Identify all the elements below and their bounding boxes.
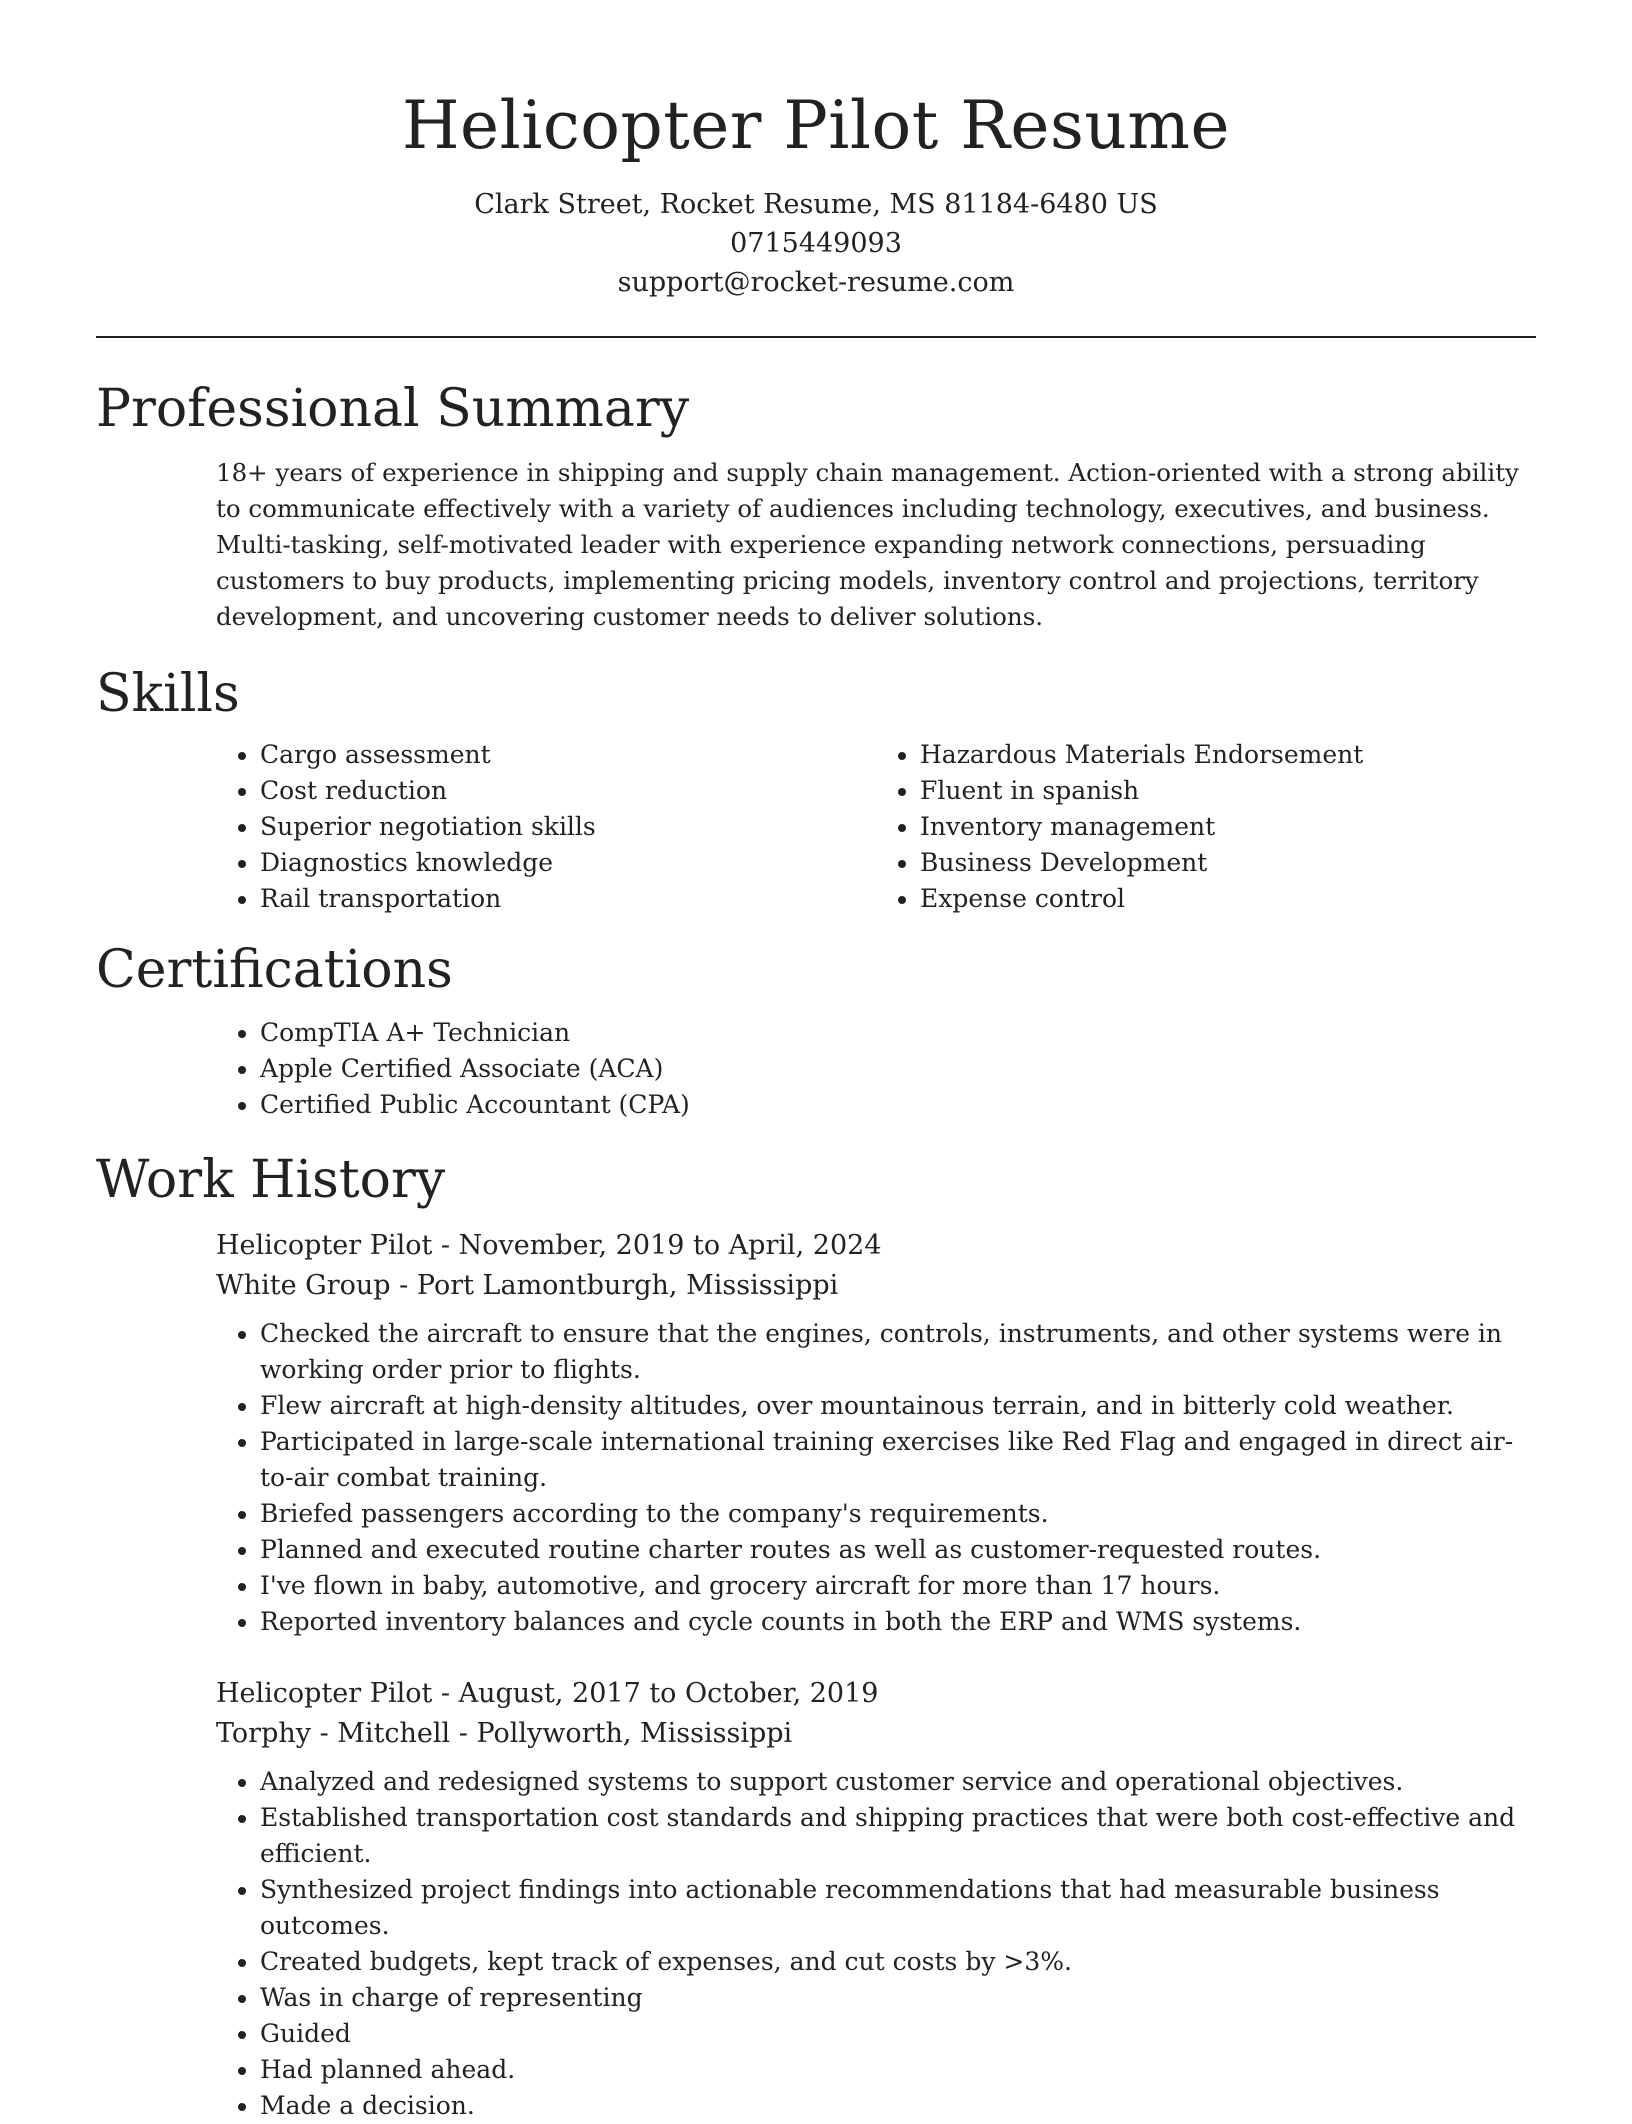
contact-address: Clark Street, Rocket Resume, MS 81184-6480 US bbox=[474, 189, 1158, 221]
skill-item: • Inventory management bbox=[920, 809, 1536, 845]
job-title-dates: Helicopter Pilot - August, 2017 to October, 2019 bbox=[216, 1677, 879, 1709]
job-duty: • Synthesized project findings into actionable recommendations that had measurable business outcomes. bbox=[260, 1872, 1536, 1944]
job-duty: • Participated in large-scale international training exercises like Red Flag and engaged in direct air-to-air combat training. bbox=[260, 1424, 1536, 1496]
skill-item: • Fluent in spanish bbox=[920, 773, 1536, 809]
job-duty: • Had planned ahead. bbox=[260, 2052, 1536, 2088]
resume-header bbox=[96, 0, 1536, 302]
job-duties-list bbox=[216, 1764, 1536, 2124]
skills-columns bbox=[216, 737, 1536, 917]
skill-item: • Superior negotiation skills bbox=[260, 809, 876, 845]
job-company-location: White Group - Port Lamontburgh, Mississippi bbox=[216, 1269, 839, 1301]
skill-item: • Rail transportation bbox=[260, 881, 876, 917]
job-duty: • Guided bbox=[260, 2016, 1536, 2052]
job-duty: • Checked the aircraft to ensure that the engines, controls, instruments, and other systems were in working order prior to flights. bbox=[260, 1316, 1536, 1388]
skills-section bbox=[96, 663, 1536, 917]
work-history-section bbox=[96, 1149, 1536, 2123]
job-duty: • Created budgets, kept track of expenses, and cut costs by >3%. bbox=[260, 1944, 1536, 1980]
job-company-location: Torphy - Mitchell - Pollyworth, Mississippi bbox=[216, 1717, 793, 1749]
skills-heading: Skills bbox=[96, 663, 240, 724]
skills-list-right bbox=[876, 737, 1536, 917]
skill-item: • Business Development bbox=[920, 845, 1536, 881]
contact-phone: 0715449093 bbox=[730, 228, 902, 260]
certifications-section bbox=[96, 939, 1536, 1123]
summary-text: 18+ years of experience in shipping and supply chain management. Action-oriented with a strong ability to communicate effectively with a variety of audiences including technology, executives, and business. Multi-tasking, self-motivated leader with experience expanding network connections, persuading customers to buy products, implementing pricing models, inventory control and projections, territory development, and uncovering customer needs to deliver solutions. bbox=[216, 457, 1519, 631]
job-duty: • Planned and executed routine charter routes as well as customer-requested routes. bbox=[260, 1532, 1536, 1568]
job-duty: • Established transportation cost standards and shipping practices that were both cost-effective and efficient. bbox=[260, 1800, 1536, 1872]
job-entry bbox=[216, 1674, 1536, 2124]
certification-item: • Certified Public Accountant (CPA) bbox=[260, 1087, 1536, 1123]
resume-page bbox=[96, 0, 1536, 2124]
job-duty: • I've flown in baby, automotive, and grocery aircraft for more than 17 hours. bbox=[260, 1568, 1536, 1604]
contact-email: support@rocket-resume.com bbox=[617, 267, 1015, 299]
certification-item: • Apple Certified Associate (ACA) bbox=[260, 1051, 1536, 1087]
job-duty: • Briefed passengers according to the company's requirements. bbox=[260, 1496, 1536, 1532]
certifications-list bbox=[216, 1015, 1536, 1123]
contact-info bbox=[96, 185, 1536, 302]
certifications-heading: Certifications bbox=[96, 939, 453, 1000]
skill-item: • Cargo assessment bbox=[260, 737, 876, 773]
work-history-heading: Work History bbox=[96, 1150, 446, 1211]
job-duty: • Reported inventory balances and cycle counts in both the ERP and WMS systems. bbox=[260, 1604, 1536, 1640]
skill-item: • Diagnostics knowledge bbox=[260, 845, 876, 881]
job-duty: • Made a decision. bbox=[260, 2088, 1536, 2124]
job-duties-list bbox=[216, 1316, 1536, 1640]
summary-heading: Professional Summary bbox=[96, 379, 690, 440]
page-title: Helicopter Pilot Resume bbox=[401, 87, 1231, 164]
job-title-dates: Helicopter Pilot - November, 2019 to April, 2024 bbox=[216, 1229, 882, 1261]
skill-item: • Hazardous Materials Endorsement bbox=[920, 737, 1536, 773]
summary-section bbox=[96, 378, 1536, 634]
job-duty: • Was in charge of representing bbox=[260, 1980, 1536, 2016]
certification-item: • CompTIA A+ Technician bbox=[260, 1015, 1536, 1051]
job-entry bbox=[216, 1226, 1536, 1640]
job-duty: • Flew aircraft at high-density altitudes, over mountainous terrain, and in bitterly cold weather. bbox=[260, 1388, 1536, 1424]
skill-item: • Cost reduction bbox=[260, 773, 876, 809]
header-divider bbox=[96, 336, 1536, 338]
job-duty: • Analyzed and redesigned systems to support customer service and operational objectives. bbox=[260, 1764, 1536, 1800]
skills-list-left bbox=[216, 737, 876, 917]
skill-item: • Expense control bbox=[920, 881, 1536, 917]
